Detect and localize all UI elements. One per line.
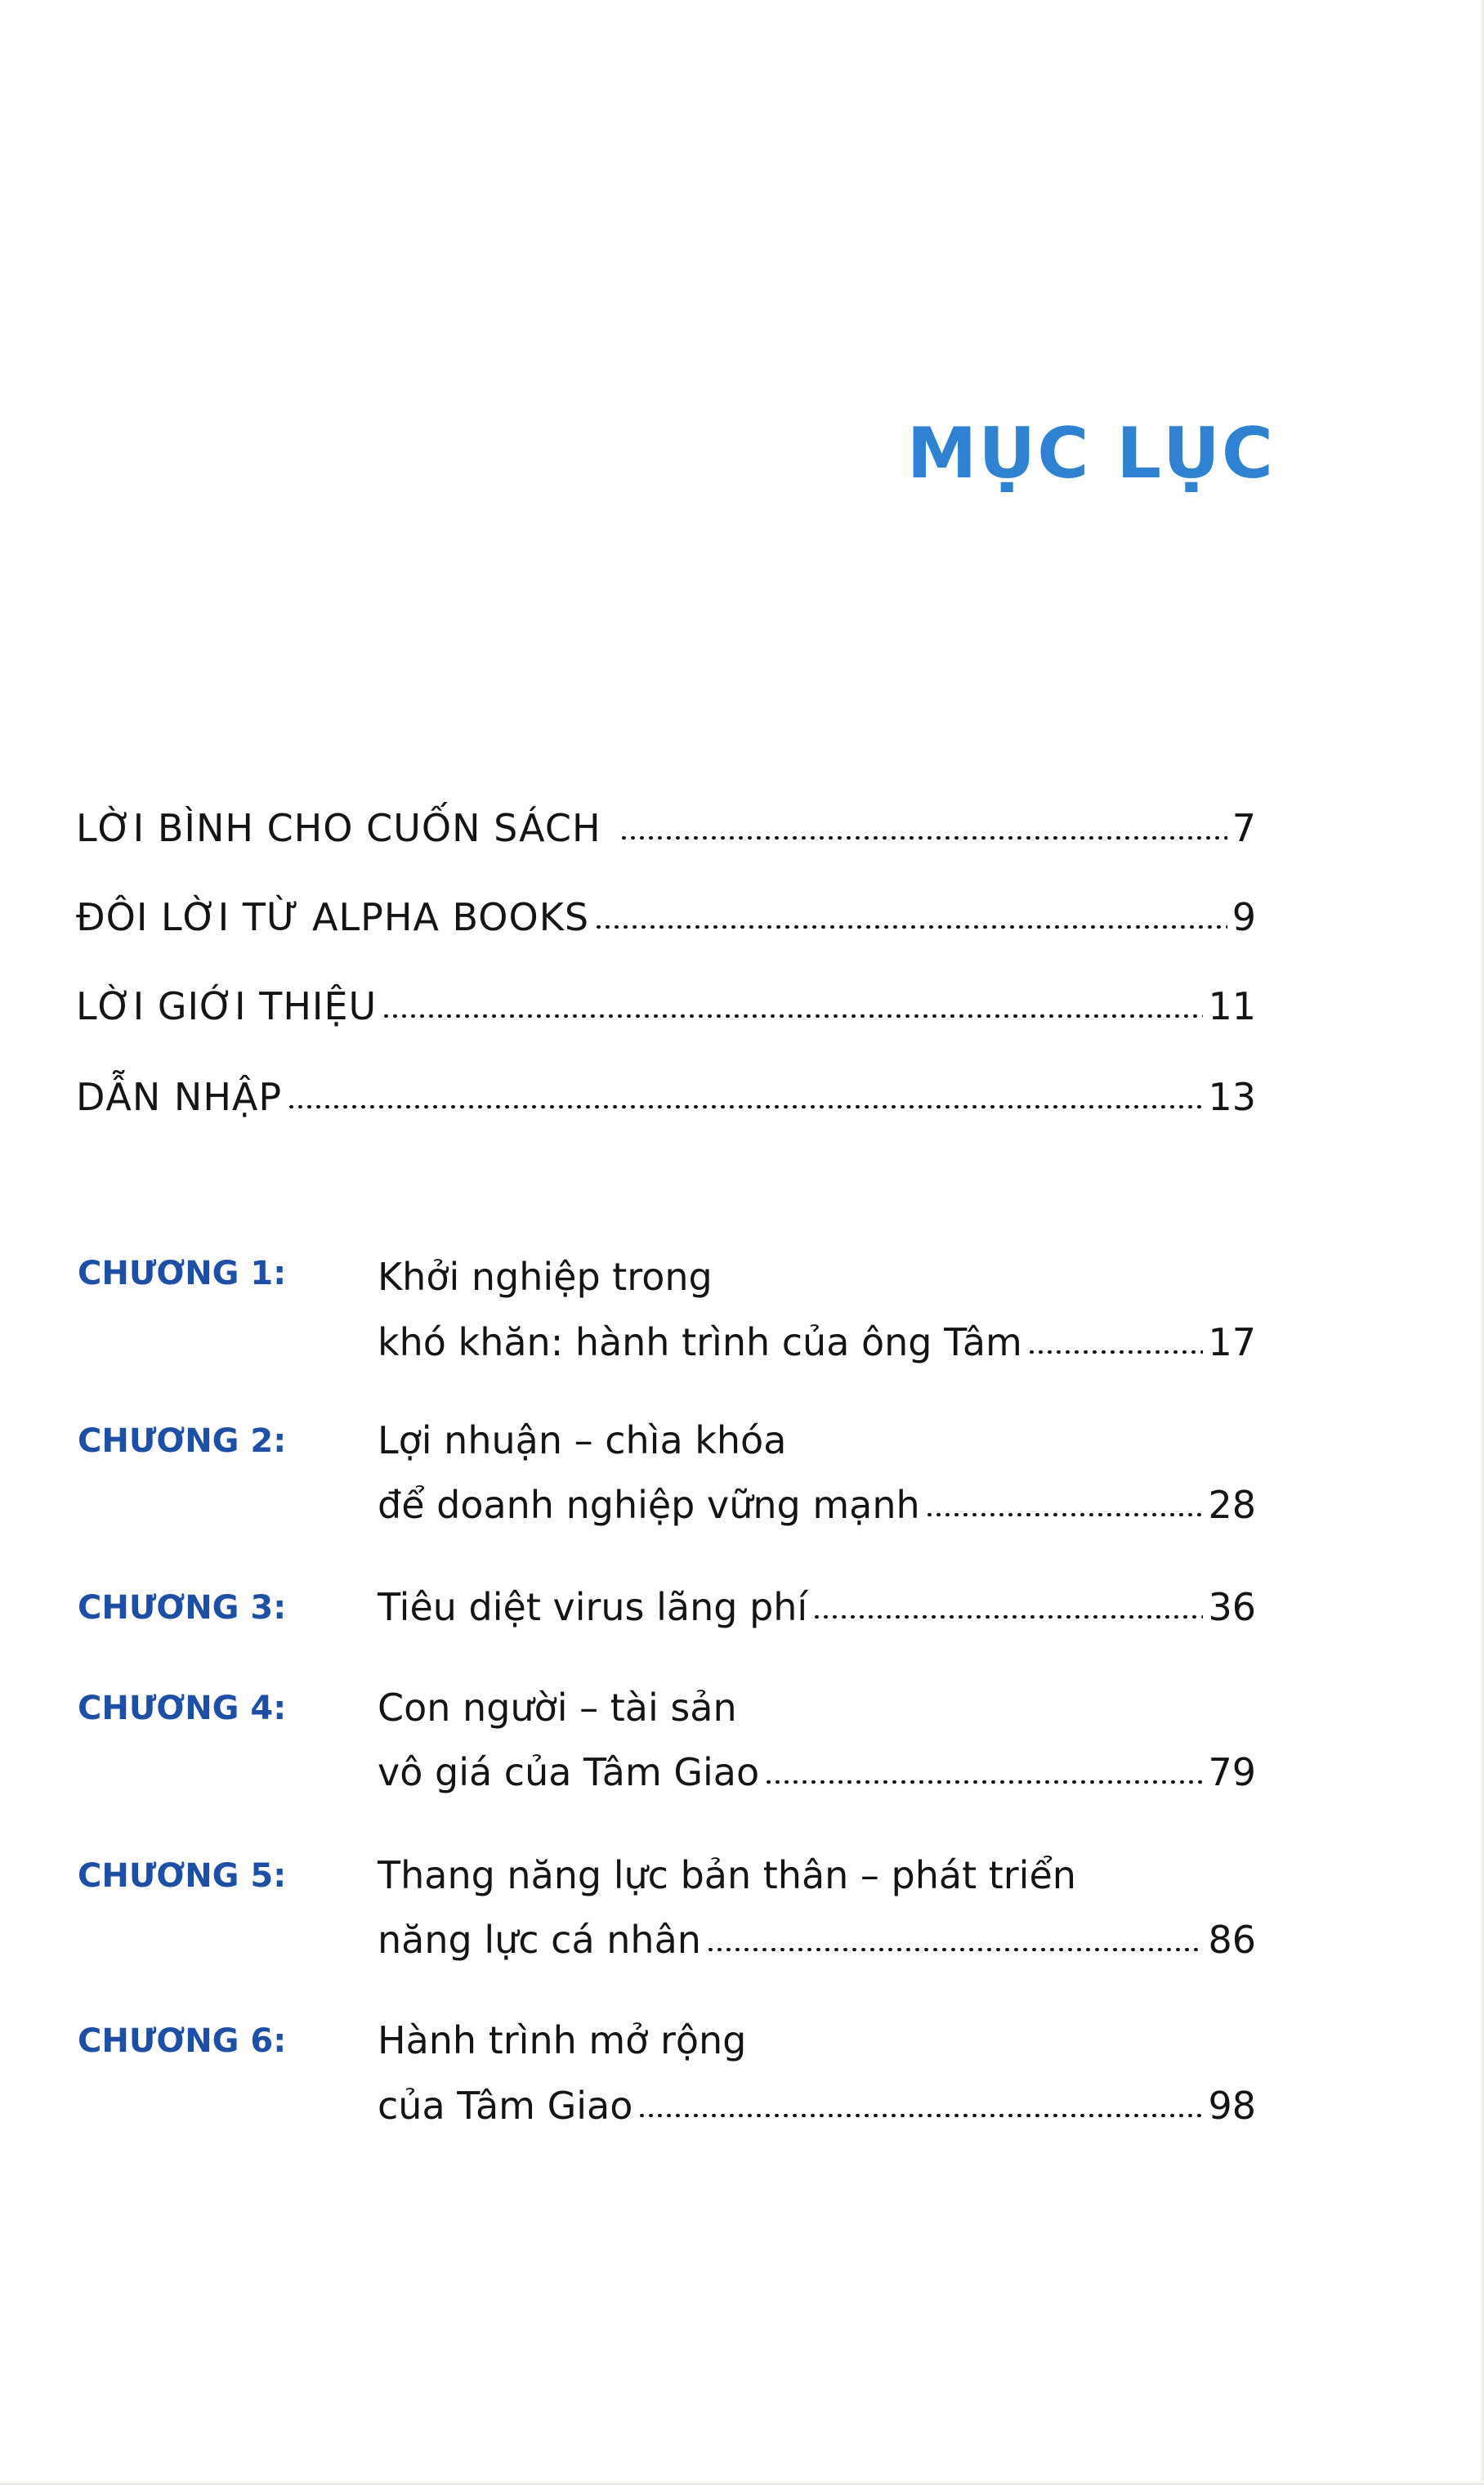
toc-page-number: 98 [1208, 2084, 1256, 2128]
toc-page-number: 13 [1208, 1075, 1256, 1119]
chapter-title-line: của Tâm Giao [378, 2084, 633, 2128]
chapter-title-line: năng lực cá nhân [378, 1918, 701, 1962]
toc-page-number: 17 [1208, 1320, 1256, 1364]
toc-entry-front-matter[interactable] [76, 806, 1256, 850]
dot-leader [706, 1948, 1204, 1951]
chapter-label: CHƯƠNG 6: [78, 2022, 287, 2060]
toc-page-number: 79 [1208, 1750, 1256, 1794]
dot-leader [925, 1513, 1204, 1516]
toc-entry-front-matter[interactable] [76, 895, 1256, 939]
toc-entry-label: LỜI BÌNH CHO CUỐN SÁCH [76, 806, 601, 850]
toc-page-number: 36 [1208, 1585, 1256, 1629]
dot-leader [812, 1615, 1203, 1619]
chapter-label: CHƯƠNG 4: [78, 1690, 287, 1727]
chapter-title-line: vô giá của Tâm Giao [378, 1750, 760, 1794]
toc-entry-chapter[interactable] [378, 1320, 1256, 1364]
toc-entry-chapter[interactable] [378, 1483, 1256, 1527]
toc-page-number: 11 [1208, 984, 1256, 1028]
toc-page-number: 86 [1208, 1918, 1256, 1962]
chapter-title-line[interactable]: Khởi nghiệp trong [378, 1255, 713, 1299]
chapter-label: CHƯƠNG 5: [78, 1857, 287, 1895]
chapter-title-line: để doanh nghiệp vững mạnh [378, 1483, 920, 1527]
dot-leader [764, 1780, 1203, 1784]
chapter-title-line[interactable]: Hành trình mở rộng [378, 2018, 747, 2062]
toc-entry-front-matter[interactable] [76, 984, 1256, 1028]
toc-page-number: 7 [1231, 806, 1256, 850]
toc-entry-front-matter[interactable] [76, 1075, 1256, 1119]
toc-entry-label: LỜI GIỚI THIỆU [76, 984, 378, 1028]
dot-leader [287, 1105, 1203, 1108]
toc-entry-chapter[interactable] [378, 1750, 1256, 1794]
paper-edge-bottom [0, 2481, 1484, 2485]
chapter-label: CHƯƠNG 3: [78, 1589, 287, 1627]
toc-page-number: 28 [1208, 1483, 1256, 1527]
chapter-label: CHƯƠNG 2: [78, 1422, 287, 1460]
chapter-title-line: khó khăn: hành trình của ông Tâm [378, 1320, 1022, 1364]
paper-edge-right [1479, 0, 1484, 2485]
chapter-title-line: Tiêu diệt virus lãng phí [378, 1585, 808, 1629]
dot-leader [619, 836, 1227, 840]
chapter-title-line[interactable]: Con người – tài sản [378, 1686, 737, 1730]
toc-entry-chapter[interactable] [378, 2084, 1256, 2128]
toc-page-number: 9 [1231, 895, 1256, 939]
chapter-label: CHƯƠNG 1: [78, 1255, 287, 1292]
toc-entry-chapter[interactable] [378, 1918, 1256, 1962]
toc-entry-label: ĐÔI LỜI TỪ ALPHA BOOKS [76, 895, 590, 939]
toc-entry-chapter[interactable] [378, 1585, 1256, 1629]
dot-leader [637, 2114, 1203, 2117]
toc-entry-label: DẪN NHẬP [76, 1075, 283, 1119]
chapter-title-line[interactable]: Lợi nhuận – chìa khóa [378, 1418, 787, 1462]
chapter-title-line[interactable]: Thang năng lực bản thân – phát triển [378, 1853, 1076, 1897]
dot-leader [382, 1014, 1203, 1018]
page-title: MỤC LỤC [906, 413, 1275, 495]
dot-leader [594, 925, 1227, 929]
dot-leader [1027, 1350, 1204, 1354]
